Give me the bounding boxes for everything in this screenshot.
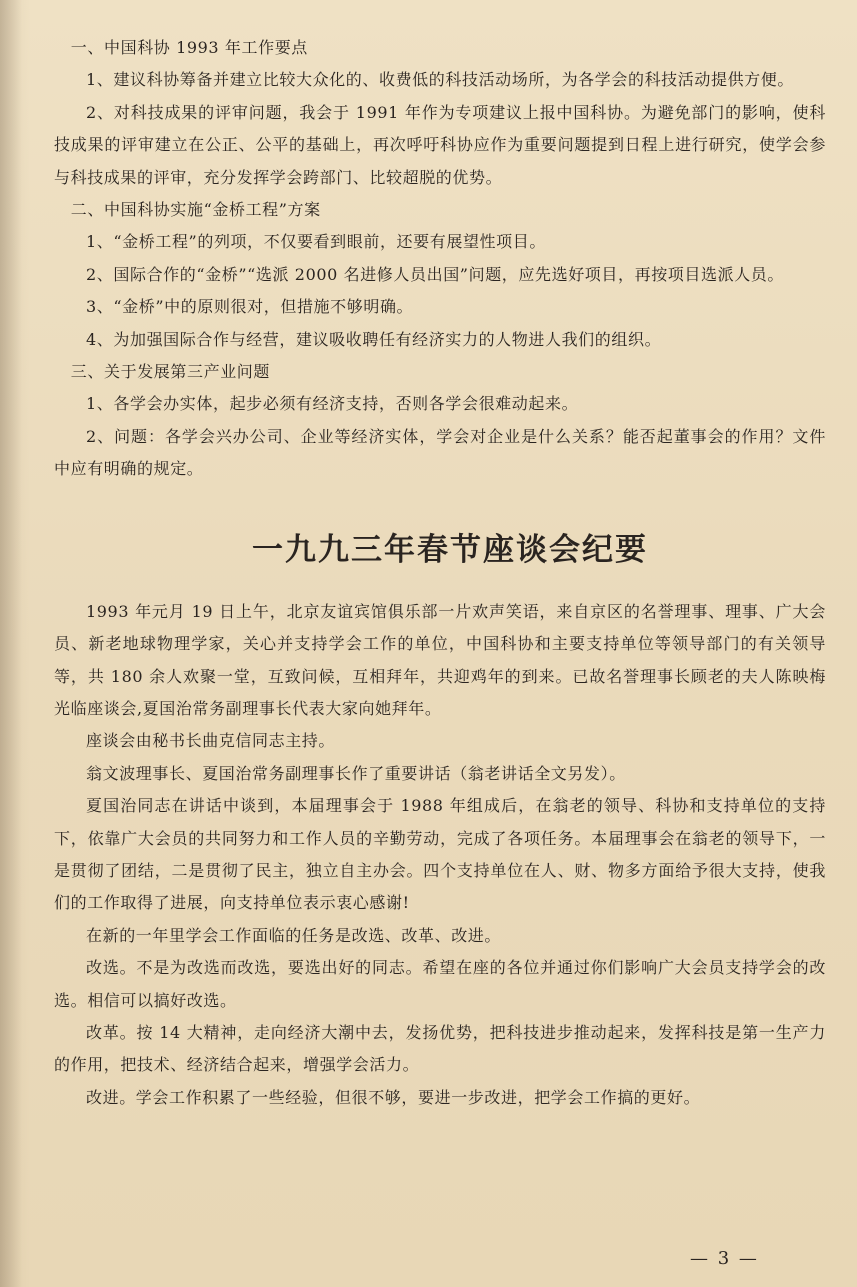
article-paragraph: 座谈会由秘书长曲克信同志主持。 (86, 731, 336, 751)
binding-shadow (0, 0, 22, 1287)
article-paragraph: 翁文波理事长、夏国治常务副理事长作了重要讲话（翁老讲话全文另发）。 (86, 763, 626, 783)
article-paragraph: 改进。学会工作积累了一些经验，但很不够，要进一步改进，把学会工作搞的更好。 (86, 1087, 701, 1107)
article-title: 一九九三年春节座谈会纪要 (252, 531, 648, 568)
article-paragraph: 1993 年元月 19 日上午，北京友谊宾馆俱乐部一片欢声笑语，来自京区的名誉理事、理事、广大会员、新老地球物理学家，关心并支持学会工作的单位，中国科协和主要支持单位等领导部门的有关领导等，共 180 余人欢聚一堂，互致问候，互相拜年，共迎鸡年的到来。已故名誉理事长顾老的夫人陈映梅光临座谈会,夏国治常务副理事长代表大家向她拜年。 (54, 601, 826, 718)
section-2-item: 2、国际合作的“金桥”“选派 2000 名进修人员出国”问题，应先选好项目，再按项目选派人员。 (86, 264, 784, 284)
page-content (54, 32, 826, 1114)
article-paragraph: 改革。按 14 大精神，走向经济大潮中去，发扬优势，把科技进步推动起来，发挥科技是第一生产力的作用，把技术、经济结合起来，增强学会活力。 (54, 1022, 826, 1075)
section-2-item: 1、“金桥工程”的列项，不仅要看到眼前，还要有展望性项目。 (86, 232, 546, 252)
section-2-item: 3、“金桥”中的原则很对，但措施不够明确。 (86, 297, 414, 317)
section-1-item: 1、建议科协筹备并建立比较大众化的、收费低的科技活动场所，为各学会的科技活动提供方便。 (86, 70, 794, 90)
article-paragraph: 在新的一年里学会工作面临的任务是改选、改革、改进。 (86, 925, 502, 945)
article-paragraph: 改选。不是为改选而改选，要选出好的同志。希望在座的各位并通过你们影响广大会员支持学会的改选。相信可以搞好改选。 (54, 958, 826, 1010)
section-2-item: 4、为加强国际合作与经营，建议吸收聘任有经济实力的人物进人我们的组织。 (86, 329, 662, 349)
section-1-heading: 一、中国科协 1993 年工作要点 (70, 38, 308, 57)
article-paragraph: 夏国治同志在讲话中谈到，本届理事会于 1988 年组成后，在翁老的领导、科协和支持单位的支持下，依靠广大会员的共同努力和工作人员的辛勤劳动，完成了各项任务。本届理事会在翁老的领导下，一是贯彻了团结，二是贯彻了民主，独立自主办会。四个支持单位在人、财、物多方面给予很大支持，使我们的工作取得了进展，向支持单位表示衷心感谢! (54, 796, 826, 913)
section-1-item: 2、对科技成果的评审问题，我会于 1991 年作为专项建议上报中国科协。为避免部门的影响，使科技成果的评审建立在公正、公平的基础上，再次呼吁科协应作为重要问题提到日程上进行研究，使学会参与科技成果的评审，充分发挥学会跨部门、比较超脱的优势。 (54, 102, 826, 187)
section-3-heading: 三、关于发展第三产业问题 (70, 362, 270, 382)
page-number: — 3 — (690, 1248, 759, 1269)
section-gap (54, 486, 826, 528)
section-2-heading: 二、中国科协实施“金桥工程”方案 (70, 200, 321, 220)
section-3-item: 2、问题：各学会兴办公司、企业等经济实体，学会对企业是什么关系？能否起董事会的作用？文件中应有明确的规定。 (54, 426, 826, 479)
section-3-item: 1、各学会办实体，起步必须有经济支持，否则各学会很难动起来。 (86, 394, 579, 414)
